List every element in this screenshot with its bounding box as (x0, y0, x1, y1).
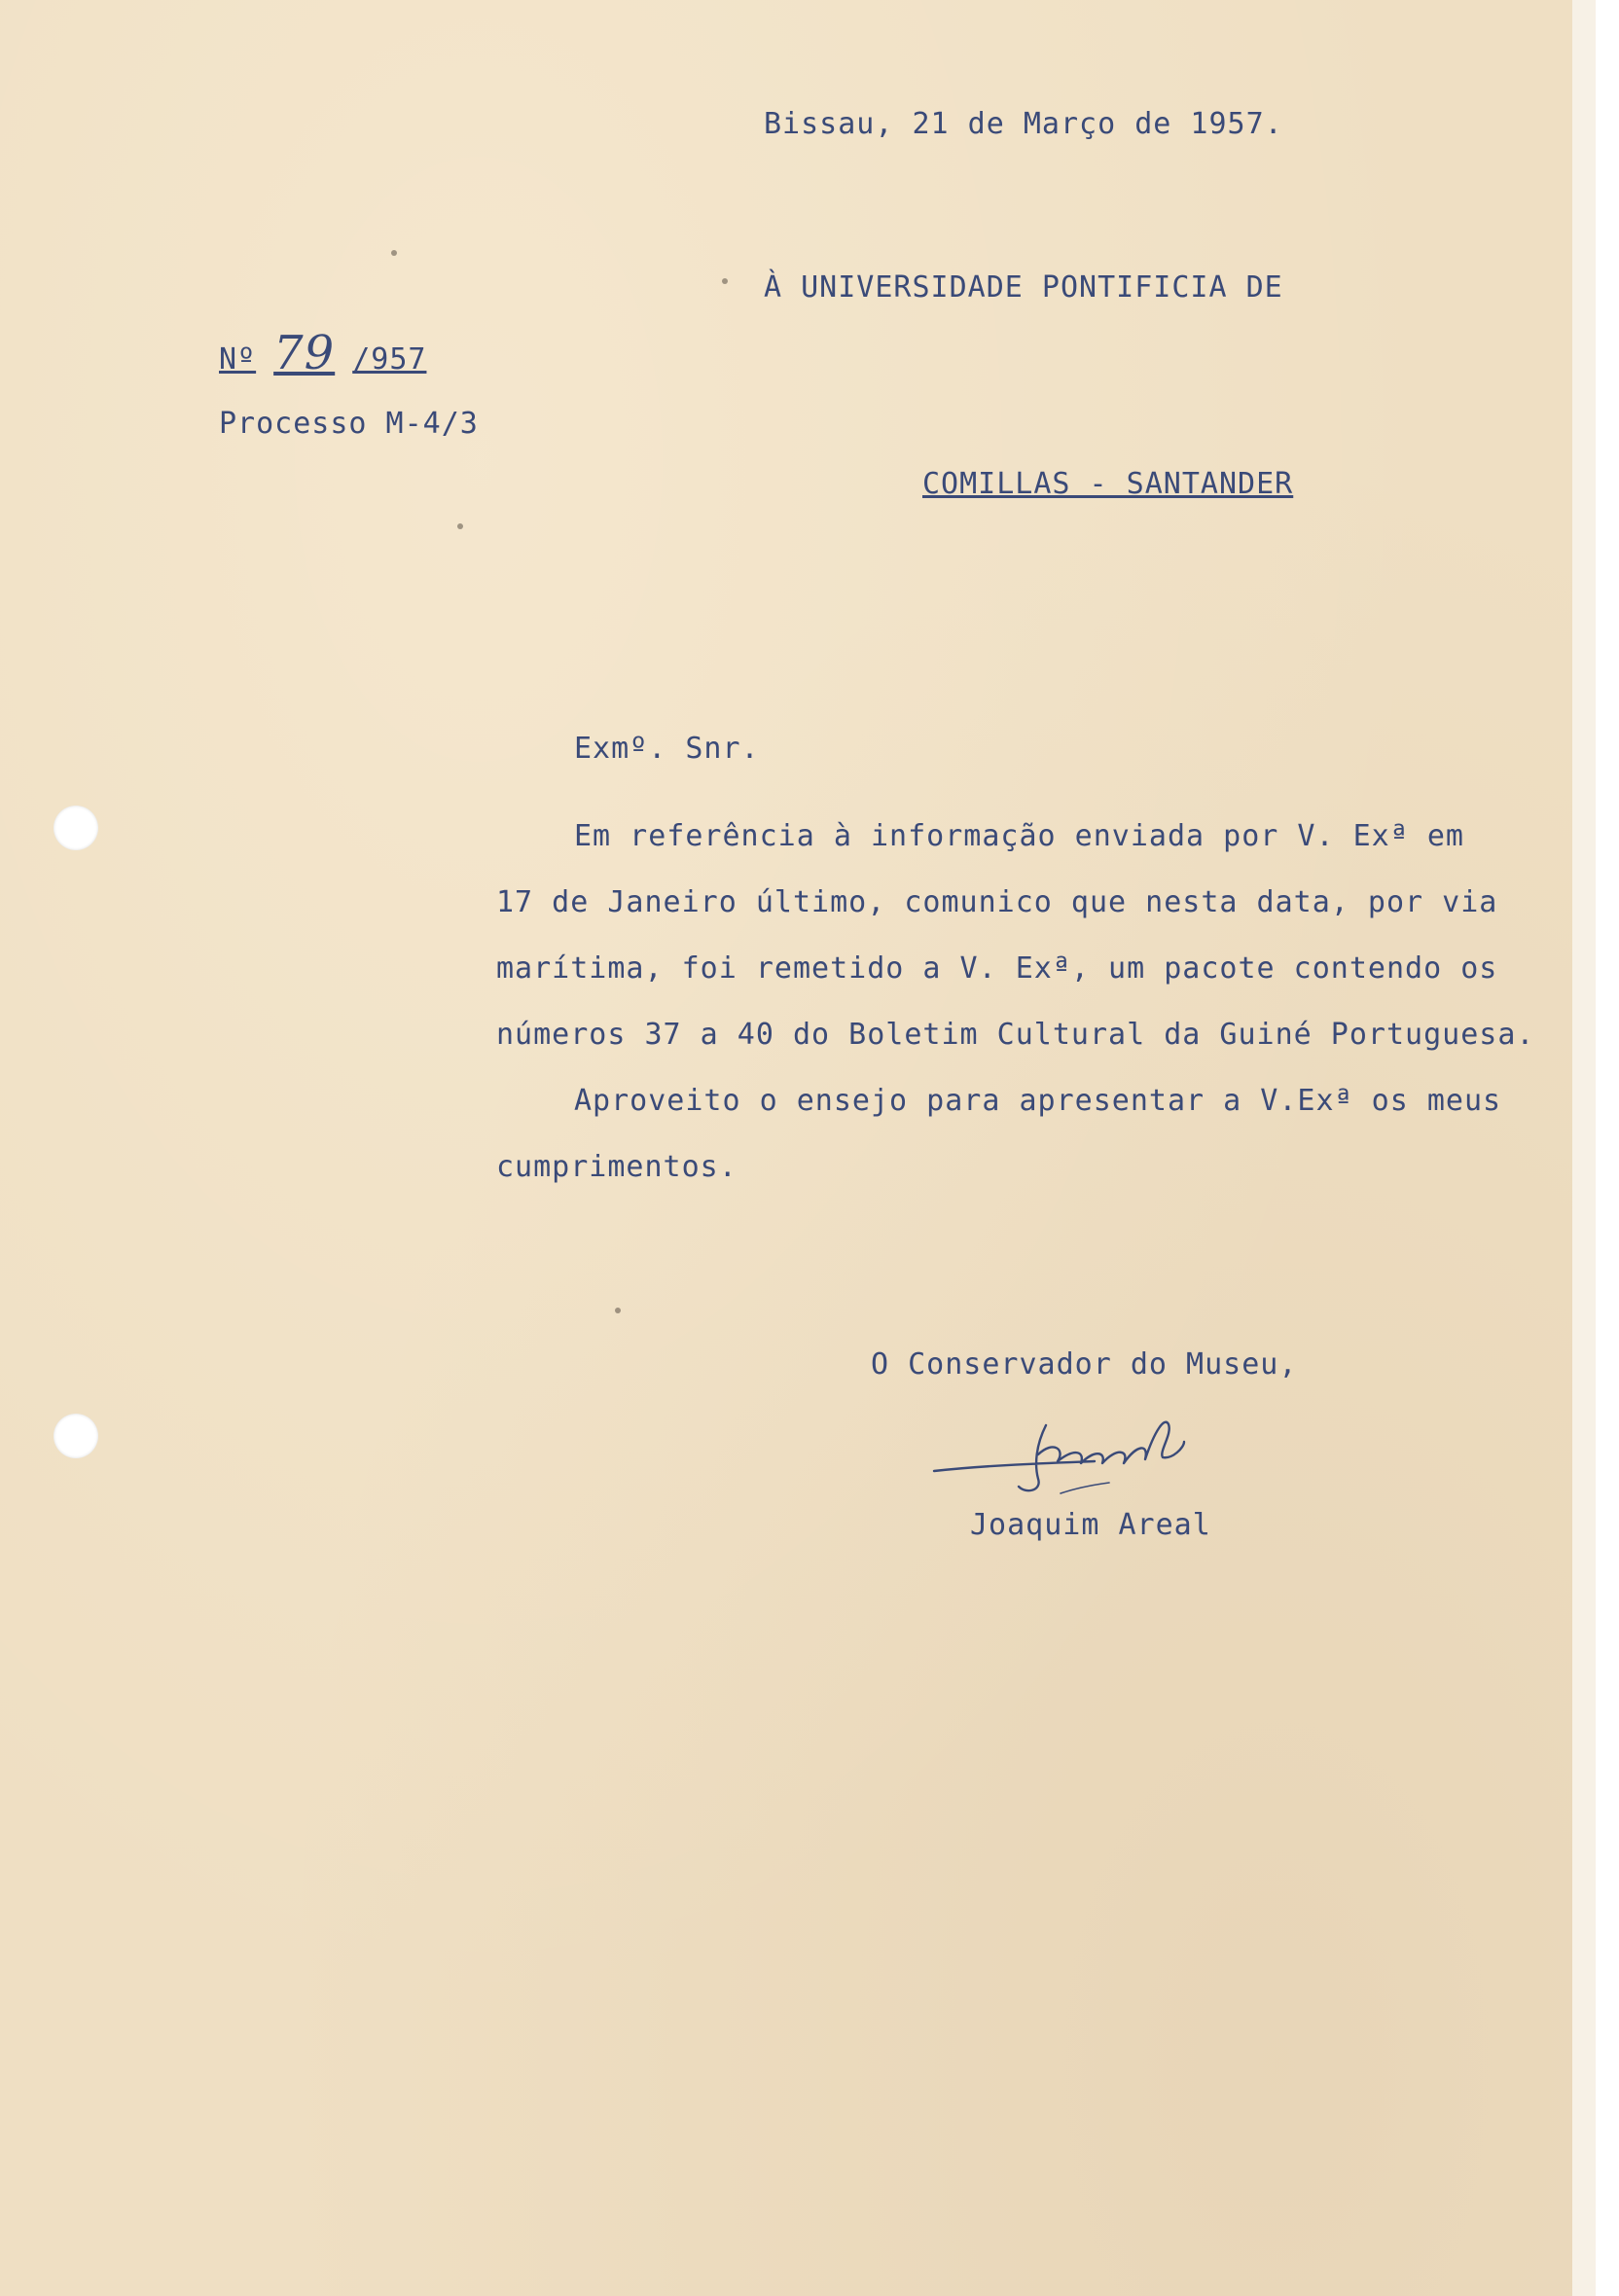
paper-speck (457, 523, 463, 529)
handwritten-number: 79 (273, 326, 336, 380)
addressee-line-2: COMILLAS - SANTANDER (922, 467, 1294, 501)
paper-speck (615, 1308, 621, 1313)
handwritten-signature (929, 1401, 1241, 1508)
body-line: 17 de Janeiro último, comunico que nesta data, por via (496, 885, 1498, 919)
reference-number (219, 326, 427, 380)
body-line: marítima, foi remetido a V. Exª, um pacote contendo os (496, 951, 1498, 986)
body-line: Aproveito o ensejo para apresentar a V.Exª os meus (574, 1084, 1502, 1118)
punch-hole-bottom (54, 1414, 98, 1458)
body-line: números 37 a 40 do Boletim Cultural da Guiné Portuguesa. (496, 1018, 1535, 1052)
number-year: /957 (352, 342, 427, 377)
addressee-line-1: À UNIVERSIDADE PONTIFICIA DE (764, 270, 1283, 305)
signer-name: Joaquim Areal (970, 1508, 1211, 1542)
body-line: Em referência à informação enviada por V. Exª em (574, 819, 1464, 853)
letter-body (496, 819, 1586, 1216)
letter-date: Bissau, 21 de Março de 1957. (764, 107, 1283, 141)
punch-hole-top (54, 806, 98, 850)
closing-line: O Conservador do Museu, (871, 1347, 1298, 1381)
body-line: cumprimentos. (496, 1150, 738, 1184)
number-label: Nº (219, 342, 257, 377)
process-reference: Processo M-4/3 (219, 407, 479, 441)
paper-speck (391, 250, 397, 256)
paper-speck (722, 278, 728, 284)
salutation: Exmº. Snr. (574, 732, 760, 766)
